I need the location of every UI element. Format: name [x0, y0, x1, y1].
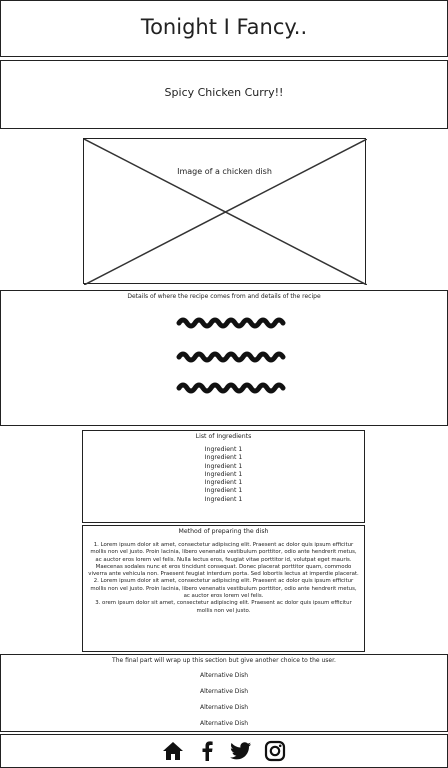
header [0, 0, 448, 57]
list-item: Ingredient 1 [204, 454, 243, 462]
page-title: Tonight I Fancy.. [140, 15, 308, 39]
footer [0, 734, 448, 768]
method-section [82, 525, 365, 652]
dish-image-placeholder [83, 138, 366, 284]
method-step: 1. Lorem ipsum dolor sit amet, consectetur adipiscing elit. Praesent ac dolor quis ipsum efficitur mollis non vel justo. Proin lacinia, libero venenatis vestibulum porttitor, odio ante hendrerit metus, ac auctor eros lorem vel felis. Nulla lectus eros, feugiat vitae porttitor id, volutpat eget mauris. Maecenas sodales nunc et eros tincidunt consequat. Donec placerat porttitor quam, commodo viverra ante vehicula non. Praesent feugiat interdum porta. Sed lobortis lectus at imperdie placerat. [88, 542, 359, 578]
alternative-dish-link[interactable]: Alternative Dish [199, 672, 249, 679]
list-item: Ingredient 1 [204, 495, 243, 503]
method-step: 3. orem ipsum dolor sit amet, consectetur adipiscing elit. Praesent ac dolor quis ipsum efficitur mollis non vel justo. [95, 600, 352, 614]
scribble-text-placeholder [1, 291, 448, 421]
ingredients-title: List of Ingredients [195, 433, 252, 440]
twitter-icon[interactable] [230, 740, 252, 762]
alternative-dish-link[interactable]: Alternative Dish [199, 720, 249, 727]
instagram-icon[interactable] [264, 740, 286, 762]
list-item: Ingredient 1 [204, 446, 243, 453]
dish-banner [0, 60, 448, 129]
list-item: Ingredient 1 [204, 487, 243, 495]
recipe-details [0, 290, 448, 426]
alternatives-caption: The final part will wrap up this section but give another choice to the user. [112, 657, 336, 664]
alternatives-section [0, 654, 448, 732]
alternative-dish-link[interactable]: Alternative Dish [199, 704, 249, 711]
facebook-icon[interactable] [196, 740, 218, 762]
method-step: 2. Lorem ipsum dolor sit amet, consectetur adipiscing elit. Praesent ac dolor quis ipsum efficitur mollis non vel justo. Proin lacinia, libero venenatis vestibulum porttitor, odio ante hendrerit metus, ac auctor eros lorem vel felis. [90, 578, 357, 600]
image-placeholder-cross [84, 139, 367, 285]
list-item: Ingredient 1 [204, 470, 243, 478]
dish-name: Spicy Chicken Curry!! [164, 86, 284, 99]
method-title: Method of preparing the dish [178, 528, 269, 535]
image-caption: Image of a chicken dish [177, 167, 272, 176]
list-item: Ingredient 1 [204, 479, 243, 487]
alternative-dish-link[interactable]: Alternative Dish [199, 688, 249, 695]
details-caption: Details of where the recipe comes from and details of the recipe [127, 293, 321, 300]
ingredients-list [82, 430, 365, 523]
home-icon[interactable] [162, 740, 184, 762]
list-item: Ingredient 1 [204, 462, 243, 470]
